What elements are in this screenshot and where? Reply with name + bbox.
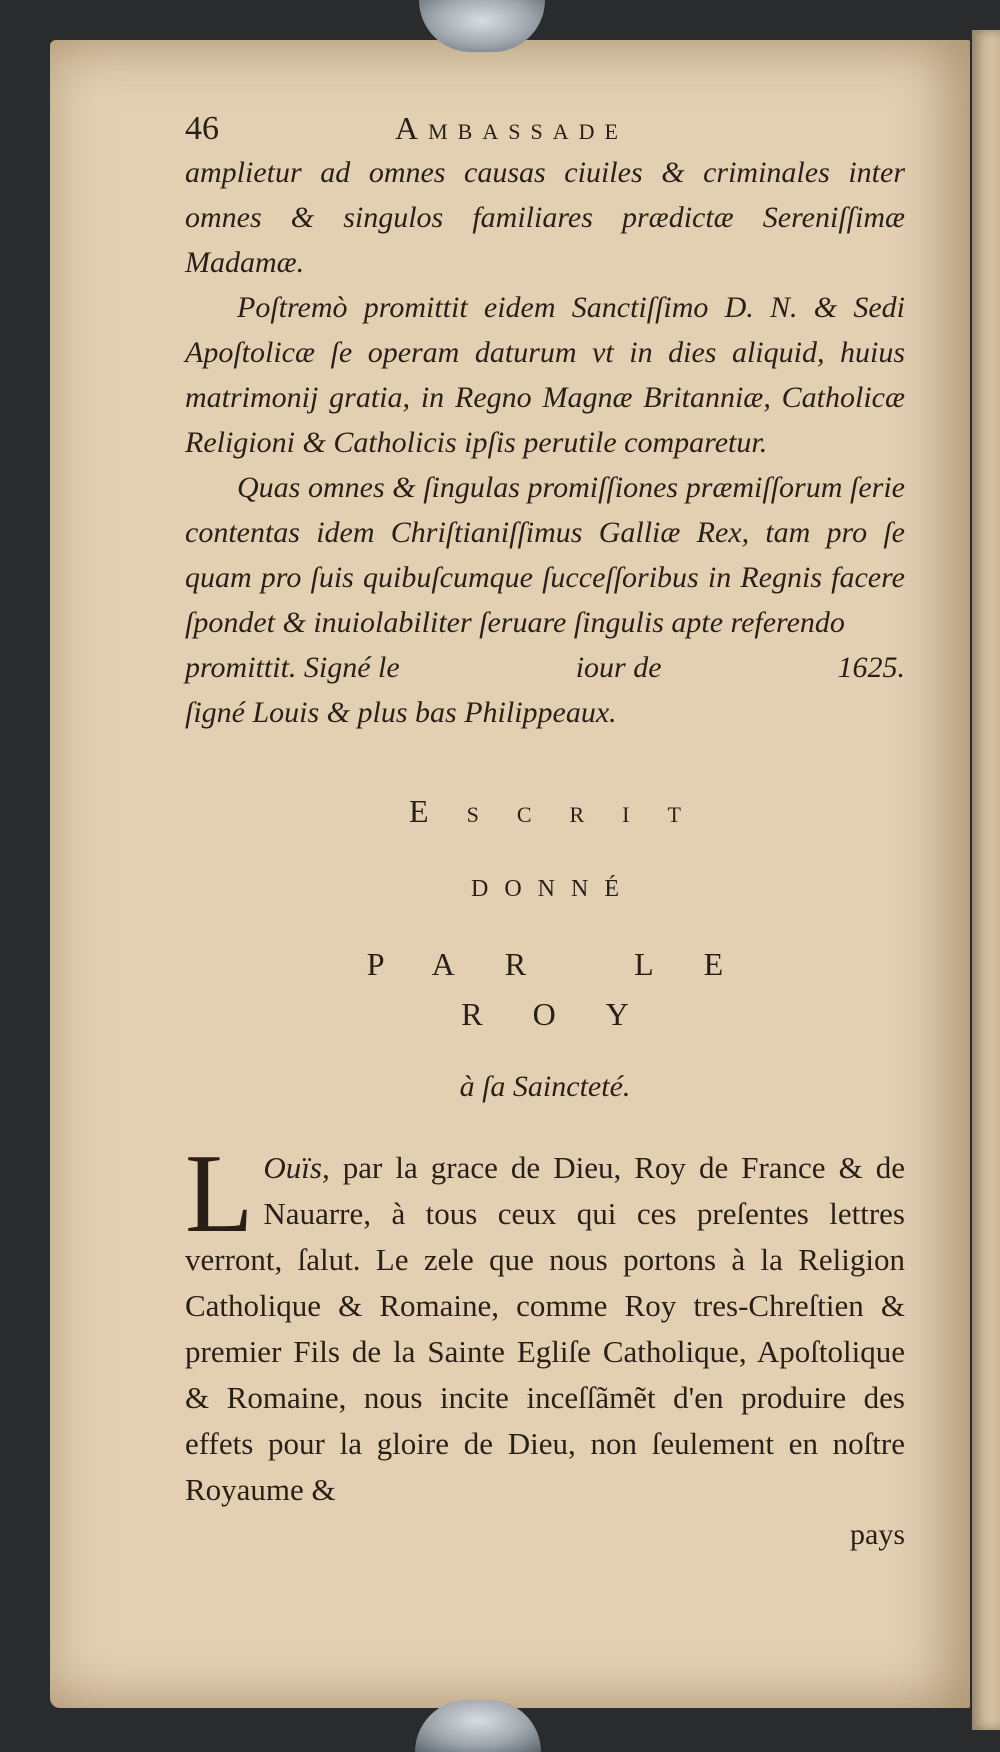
- next-page-edge: [972, 30, 1000, 1730]
- catchword: pays: [850, 1518, 905, 1551]
- running-head: [185, 110, 905, 150]
- title-line-2: DONNÉ: [471, 876, 635, 902]
- running-title: Ambassade: [395, 110, 628, 146]
- first-word: Ouïs,: [263, 1150, 330, 1185]
- drop-cap: L: [185, 1132, 254, 1256]
- title-line-1: Escrit: [409, 793, 719, 829]
- french-text: [185, 1132, 905, 1513]
- title-line-3: PAR LE ROY: [366, 946, 774, 1032]
- page-number: 46: [185, 110, 219, 147]
- latin-paragraph-3: Quas omnes & ſingulas promiſſiones præmiſſorum ſerie contentas idem Chriſtianiſſimus Galliæ Rex, tam pro ſe quam pro ſuis quibuſcumque ſucceſſoribus in Regnis facere ſpondet & inuiolabiliter ſeruare ſingulis apte referendo: [185, 471, 905, 639]
- sign-line-c: 1625.: [837, 651, 905, 684]
- french-body: par la grace de Dieu, Roy de France & de Nauarre, à tous ceux qui ces preſentes lettres verront, ſalut. Le zele que nous portons à la Religion Catholique & Romaine, comme Roy tres-Chreſtien & premier Fils de la Sainte Egliſe Catholique, Apoſtolique & Romaine, nous incite inceſſãmẽt d'en produire des effets pour la gloire de Dieu, non ſeulement en noſtre Royaume &: [185, 1150, 905, 1507]
- title-line-4: à ſa Saincteté.: [459, 1070, 631, 1103]
- sign-line-b: iour de: [575, 651, 662, 684]
- page-content: [185, 110, 905, 1557]
- signature-line: ſigné Louis & plus bas Philippeaux.: [185, 696, 617, 729]
- sign-line-a: promittit. Signé le: [185, 651, 400, 684]
- latin-paragraph-2: Poſtremò promittit eidem Sanctiſſimo D. N. & Sedi Apoſtolicæ ſe operam daturum vt in dies aliquid, huius matrimonij gratia, in Regno Magnæ Britanniæ, Catholicæ Religioni & Catholicis ipſis perutile comparetur.: [185, 291, 905, 459]
- section-title: [185, 781, 905, 1109]
- sign-line: [185, 645, 905, 690]
- latin-paragraph-1: amplietur ad omnes causas ciuiles & criminales inter omnes & singulos familiares prædictæ Sereniſſimæ Madamæ.: [185, 156, 905, 279]
- latin-text: [185, 150, 905, 735]
